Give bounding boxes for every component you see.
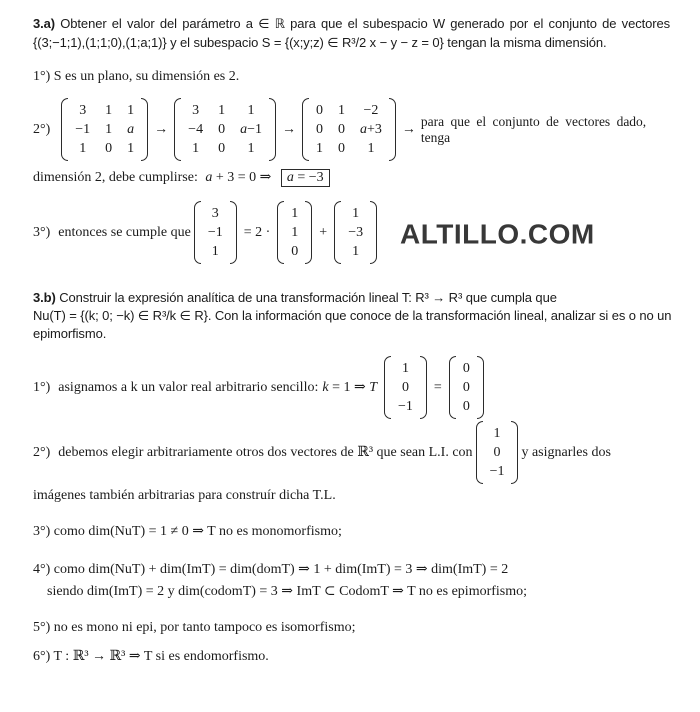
right-paren xyxy=(389,98,396,161)
step-b1-label: 1°) xyxy=(33,379,51,395)
step-b6: 6°) T : ℝ³ → ℝ³ ⇒ T si es endomorfismo. xyxy=(33,649,269,664)
matrix-cell: 1 xyxy=(493,426,501,441)
matrix-cell: 0 xyxy=(462,399,470,414)
step-a3-row xyxy=(33,201,670,264)
right-paren xyxy=(511,421,518,484)
matrix-cell: −1 xyxy=(398,399,413,414)
matrix-cells xyxy=(201,201,230,264)
step-a2-equation: a + 3 = 0 ⇒ xyxy=(205,170,272,185)
vector-1-m3-1 xyxy=(334,201,377,264)
step-a2-row xyxy=(33,98,670,161)
arrow-icon: → xyxy=(401,121,416,137)
matrix-cell: 1 xyxy=(315,141,323,156)
step-b2-continuation: imágenes también arbitrarias para construír dicha T.L. xyxy=(33,488,336,503)
matrix-cell: 1 xyxy=(127,103,135,118)
matrix-cell: 0 xyxy=(462,380,470,395)
matrix-cell: −2 xyxy=(363,103,379,118)
matrix-original xyxy=(61,98,148,161)
step-a3-label: 3°) xyxy=(33,224,51,240)
problem-3b-statement-line2: Nu(T) = {(k; 0; −k) ∈ R³/k ∈ R}. Con la información que conoce de la transformación lineal, analizar si es o no un xyxy=(33,308,672,323)
matrix-cell: −1 xyxy=(75,122,91,137)
left-paren xyxy=(277,201,284,264)
matrix-cell: 1 xyxy=(352,244,360,259)
problem-3a-statement-line2: {(3;−1;1),(1;1;0),(1;a;1)} y el subespacio S = {(x;y;z) ∈ R³/2 x − y − z = 0} tengan la misma dimensión. xyxy=(33,35,607,50)
matrix-step2 xyxy=(174,98,276,161)
right-paren xyxy=(230,201,237,264)
vector-kernel xyxy=(384,356,427,419)
step-a2-label: 2°) xyxy=(33,121,51,137)
matrix-cell: 1 xyxy=(352,206,360,221)
step-b4-line1: 4°) como dim(NuT) + dim(ImT) = dim(domT) ⇒ 1 + dim(ImT) = 3 ⇒ dim(ImT) = 2 xyxy=(33,562,509,577)
problem-3a-label: 3.a) xyxy=(33,16,56,31)
step-a2-wrap-text: dimensión 2, debe cumplirse: xyxy=(33,170,198,185)
plus-sign: + xyxy=(319,224,328,240)
problem-3a-statement-line1 xyxy=(33,14,670,33)
arrow-icon: → xyxy=(281,121,296,137)
matrix-cell: 1 xyxy=(247,103,255,118)
matrix-cell: 1 xyxy=(127,141,135,156)
left-paren xyxy=(61,98,68,161)
problem-3b-label: 3.b) xyxy=(33,290,56,305)
vector-zero xyxy=(449,356,484,419)
right-paren xyxy=(269,98,276,161)
vector-li xyxy=(476,421,519,484)
step-b1-text: asignamos a k un valor real arbitrario sencillo: xyxy=(58,379,319,395)
matrix-cell: a xyxy=(127,122,135,137)
matrix-reduced xyxy=(302,98,396,161)
arrow-icon: → xyxy=(154,121,169,137)
right-paren xyxy=(477,356,484,419)
step-b2-text-before: debemos elegir arbitrariamente otros dos vectores de ℝ³ que sean L.I. con xyxy=(58,445,473,460)
problem-3b-text1: Construir la expresión analítica de una transformación lineal T: R³ → R³ que cumpla que xyxy=(59,290,557,305)
matrix-cell: 1 xyxy=(79,141,87,156)
step-b2-text-after: y asignarles dos xyxy=(521,444,611,460)
problem-3b-statement-line1 xyxy=(33,289,670,307)
matrix-cell: 1 xyxy=(291,206,299,221)
matrix-cell: 0 xyxy=(218,122,226,137)
matrix-cell: 1 xyxy=(218,103,226,118)
matrix-cell: a+3 xyxy=(359,122,382,137)
matrix-cells xyxy=(68,98,141,161)
matrix-cell: 3 xyxy=(79,103,87,118)
boxed-answer: a = −3 xyxy=(281,169,330,187)
problem-3b-statement-line3: epimorfismo. xyxy=(33,326,107,341)
altillo-watermark: ALTILLO.COM xyxy=(400,217,595,249)
matrix-cell: −4 xyxy=(188,122,204,137)
left-paren xyxy=(384,356,391,419)
right-paren xyxy=(420,356,427,419)
left-paren xyxy=(334,201,341,264)
matrix-cell: 3 xyxy=(211,206,219,221)
matrix-cell: 1 xyxy=(367,141,375,156)
step-a3-equals: = 2 · xyxy=(243,224,271,240)
matrix-cell: 0 xyxy=(493,445,501,460)
step-b5: 5°) no es mono ni epi, por tanto tampoco es isomorfismo; xyxy=(33,620,356,635)
matrix-cell: 0 xyxy=(105,141,113,156)
matrix-cell: 0 xyxy=(337,141,345,156)
matrix-cell: 1 xyxy=(337,103,345,118)
vector-1-1-0 xyxy=(277,201,312,264)
left-paren xyxy=(302,98,309,161)
left-paren xyxy=(449,356,456,419)
matrix-cell: 0 xyxy=(291,244,299,259)
right-paren xyxy=(141,98,148,161)
matrix-cell: 0 xyxy=(462,361,470,376)
step-b1-row xyxy=(33,356,670,419)
step-a2-conclusion xyxy=(33,170,670,186)
matrix-cell: 3 xyxy=(192,103,200,118)
matrix-cell: −1 xyxy=(489,464,505,479)
step-a3-text: entonces se cumple que xyxy=(58,224,191,240)
step-a1: 1°) S es un plano, su dimensión es 2. xyxy=(33,69,240,84)
matrix-cell: 0 xyxy=(315,122,323,137)
matrix-cell: 1 xyxy=(401,361,409,376)
matrix-cells xyxy=(341,201,370,264)
matrix-cells xyxy=(456,356,477,419)
matrix-cell: −1 xyxy=(207,225,223,240)
matrix-cells xyxy=(309,98,389,161)
matrix-cell: 1 xyxy=(105,122,113,137)
matrix-cell: 0 xyxy=(337,122,345,137)
matrix-cell: a−1 xyxy=(240,122,262,137)
step-b2-label: 2°) xyxy=(33,444,51,460)
matrix-cell: −3 xyxy=(348,225,364,240)
right-paren xyxy=(370,201,377,264)
matrix-cell: 1 xyxy=(192,141,200,156)
left-paren xyxy=(194,201,201,264)
problem-3a-text1: Obtener el valor del parámetro a ∈ ℝ para que el subespacio W generado por el conjunto de vectores xyxy=(60,16,670,31)
left-paren xyxy=(174,98,181,161)
matrix-cells xyxy=(284,201,305,264)
step-b2-row xyxy=(33,421,670,484)
matrix-cell: 0 xyxy=(218,141,226,156)
equals-sign: = xyxy=(433,379,442,395)
left-paren xyxy=(476,421,483,484)
matrix-cell: 1 xyxy=(291,225,299,240)
matrix-cell: 1 xyxy=(247,141,255,156)
vector-3-m1-1 xyxy=(194,201,237,264)
matrix-cell: 1 xyxy=(211,244,219,259)
step-b4-line2: siendo dim(ImT) = 2 y dim(codomT) = 3 ⇒ ImT ⊂ CodomT ⇒ T no es epimorfismo; xyxy=(47,584,528,599)
matrix-cells xyxy=(181,98,269,161)
step-b3: 3°) como dim(NuT) = 1 ≠ 0 ⇒ T no es monomorfismo; xyxy=(33,524,342,539)
step-b1-math: k = 1 ⇒ T xyxy=(322,380,378,395)
matrix-cell: 0 xyxy=(401,380,409,395)
step-a2-tail-text: para que el conjunto de vectores dado, tenga xyxy=(420,113,647,145)
matrix-cell: 0 xyxy=(315,103,323,118)
right-paren xyxy=(305,201,312,264)
matrix-cells xyxy=(483,421,512,484)
matrix-cells xyxy=(391,356,420,419)
matrix-cell: 1 xyxy=(105,103,113,118)
